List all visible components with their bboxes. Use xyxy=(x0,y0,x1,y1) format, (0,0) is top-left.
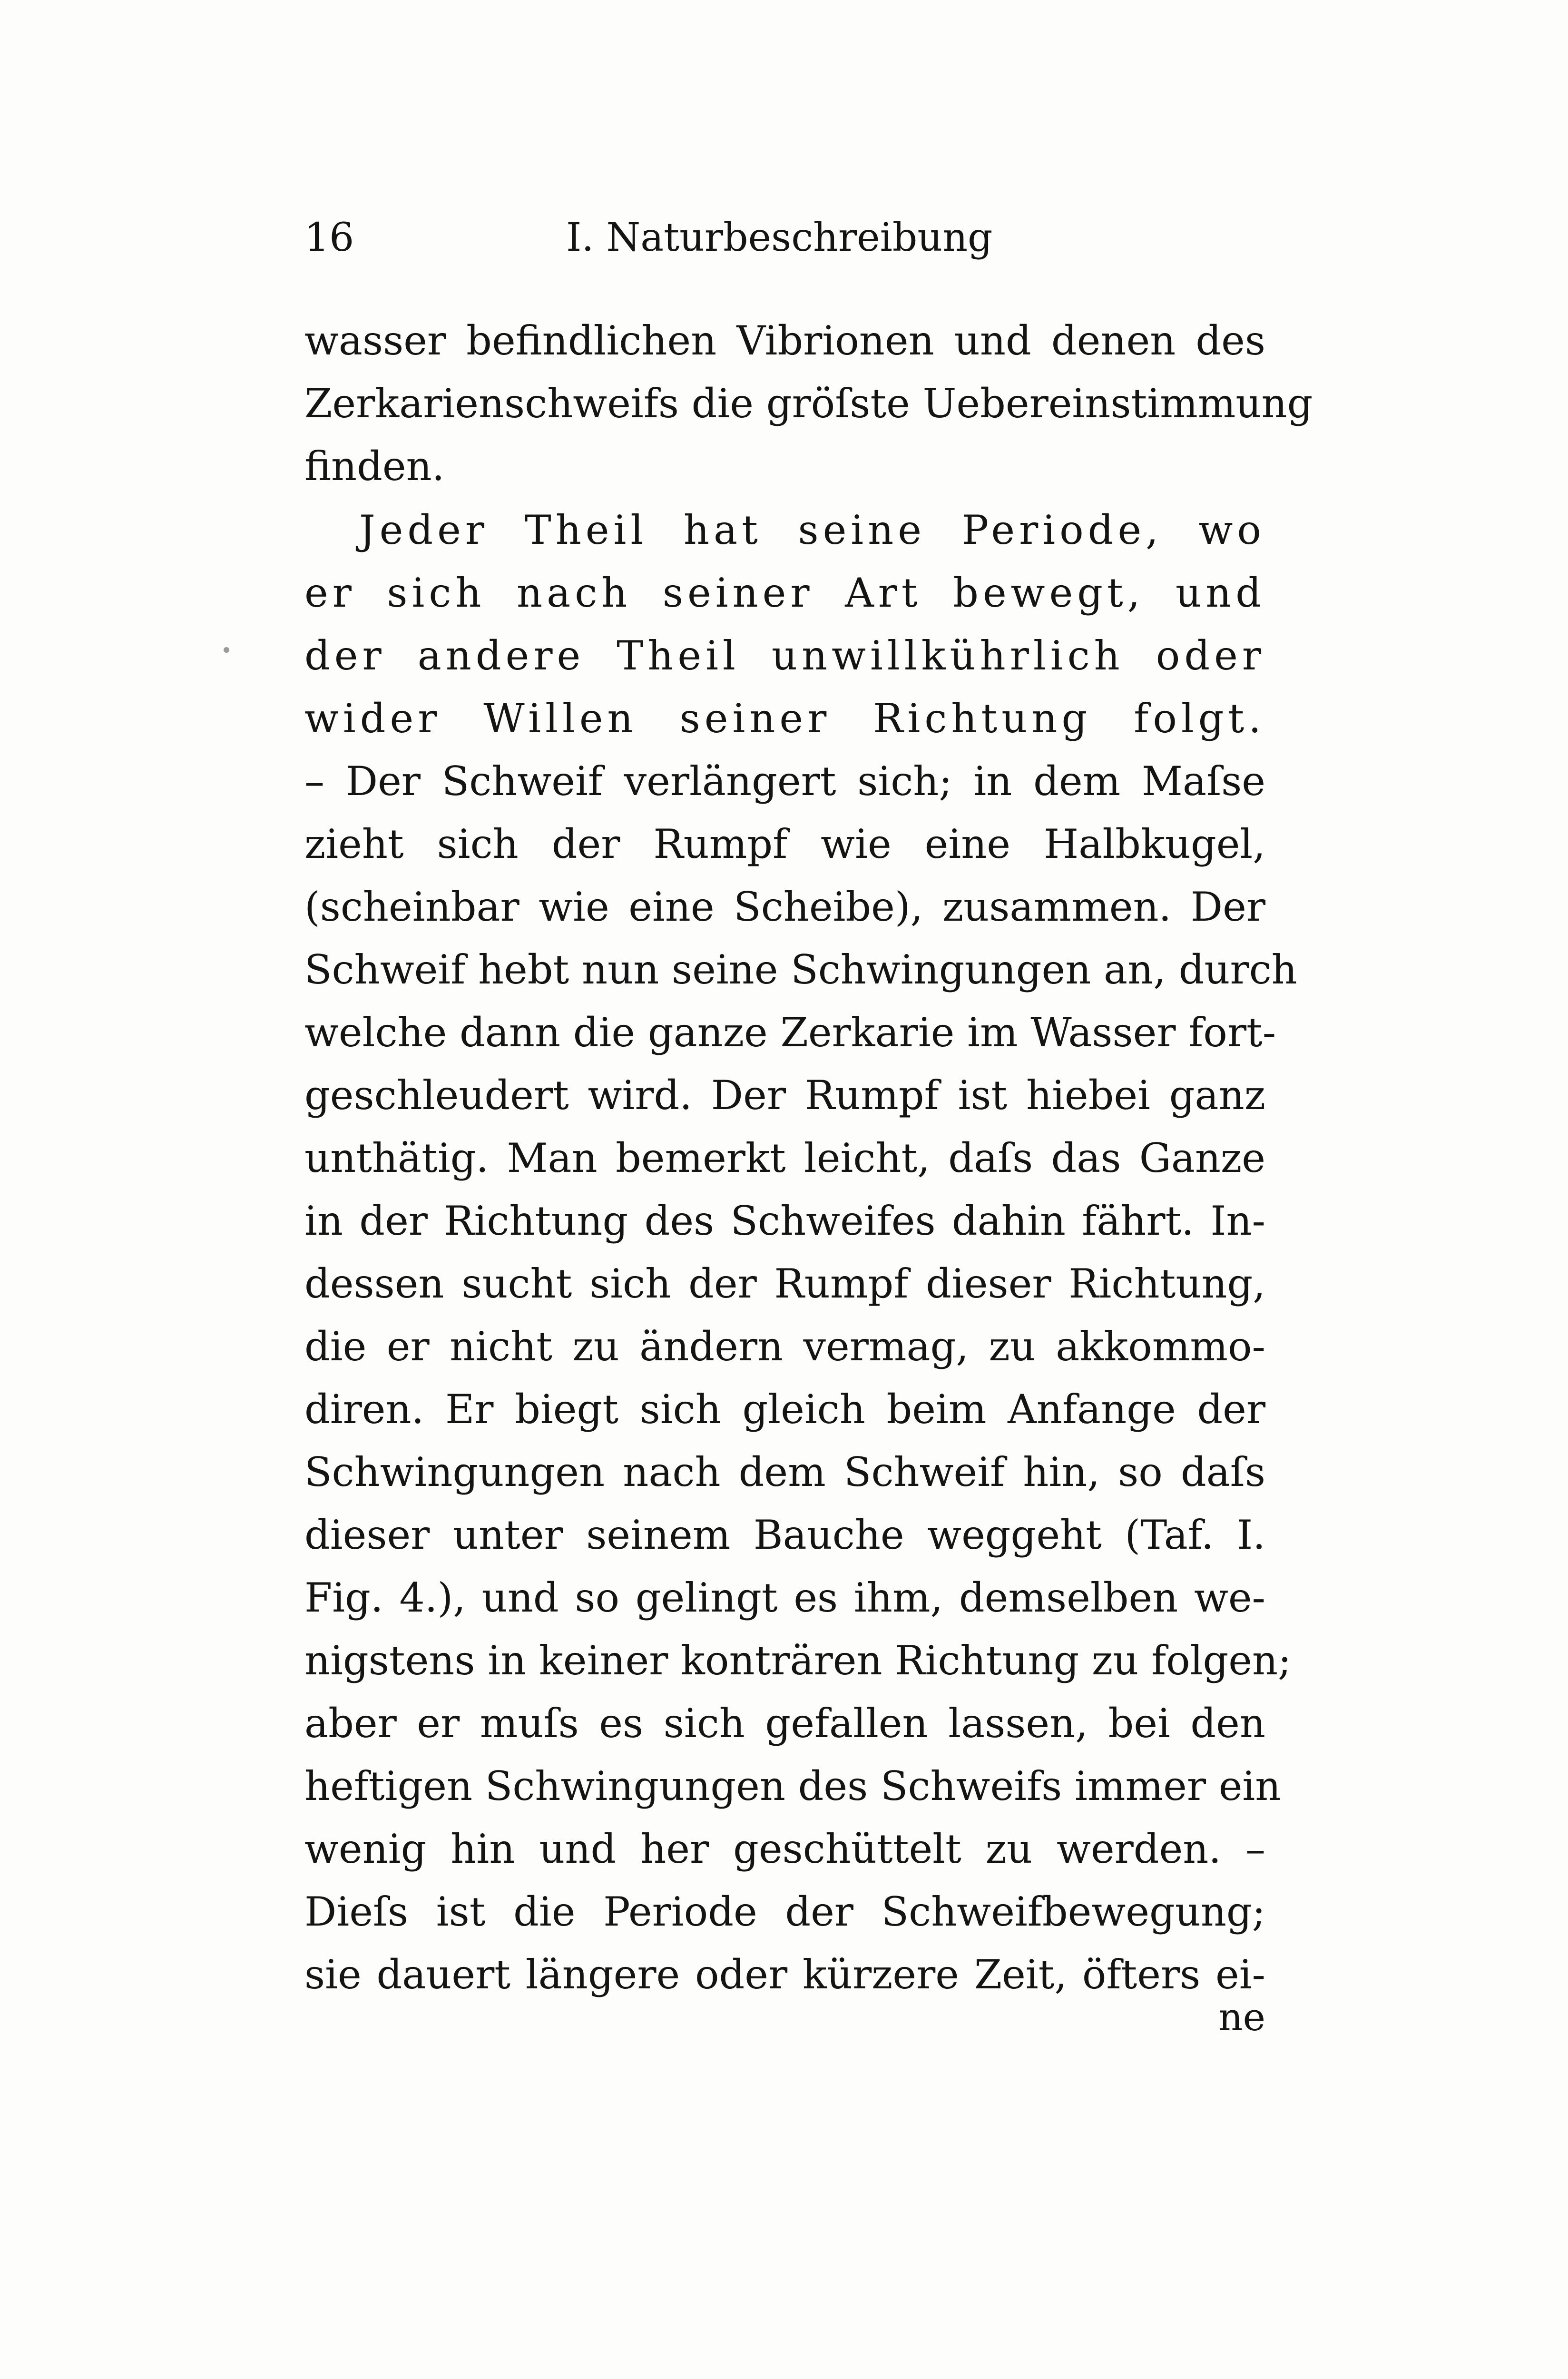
text-line: Schwingungen nach dem Schweif hin, so daſs xyxy=(304,1449,1265,1495)
text-line: Schweif hebt nun seine Schwingungen an, durch xyxy=(304,946,1297,993)
text-line: der andere Theil unwillkührlich oder xyxy=(304,632,1265,679)
text-line: in der Richtung des Schweifes dahin fährt. In- xyxy=(304,1198,1265,1244)
catchword: ne xyxy=(1218,1995,1265,2039)
text-line: sie dauert längere oder kürzere Zeit, öfters ei- xyxy=(304,1951,1265,1998)
text-line: die er nicht zu ändern vermag, zu akkommo- xyxy=(304,1323,1265,1370)
text-line: Dieſs ist die Periode der Schweifbewegung; xyxy=(304,1888,1265,1935)
text-line: dieser unter seinem Bauche weggeht (Taf. I. xyxy=(304,1512,1265,1558)
running-head xyxy=(304,205,1018,271)
margin-speck xyxy=(224,647,229,653)
text-line: diren. Er biegt sich gleich beim Anfange der xyxy=(304,1386,1265,1433)
text-line: welche dann die ganze Zerkarie im Wasser fort- xyxy=(304,1009,1276,1056)
text-line: er sich nach seiner Art bewegt, und xyxy=(304,570,1265,616)
text-line: wider Willen seiner Richtung folgt. xyxy=(304,695,1265,742)
text-line: wenig hin und her geschüttelt zu werden. – xyxy=(304,1826,1265,1872)
text-line: dessen sucht sich der Rumpf dieser Richtung, xyxy=(304,1260,1265,1307)
text-line: Zerkarienschweifs die gröſste Uebereinstimmung xyxy=(304,380,1313,427)
running-head-title: I. Naturbeschreibung xyxy=(566,215,993,260)
page-number: 16 xyxy=(304,215,354,260)
text-line: wasser befindlichen Vibrionen und denen des xyxy=(304,317,1265,364)
text-line: Jeder Theil hat seine Periode, wo xyxy=(359,507,1265,553)
text-line: aber er muſs es sich gefallen lassen, bei den xyxy=(304,1700,1265,1747)
text-line: unthätig. Man bemerkt leicht, daſs das Ganze xyxy=(304,1135,1265,1181)
text-line: nigstens in keiner konträren Richtung zu folgen; xyxy=(304,1637,1292,1684)
text-line: geschleudert wird. Der Rumpf ist hiebei ganz xyxy=(304,1072,1265,1119)
text-line: zieht sich der Rumpf wie eine Halbkugel, xyxy=(304,821,1265,867)
text-line: heftigen Schwingungen des Schweifs immer ein xyxy=(304,1763,1281,1809)
text-line: Fig. 4.), und so gelingt es ihm, demselben we- xyxy=(304,1574,1265,1621)
text-line: (scheinbar wie eine Scheibe), zusammen. Der xyxy=(304,884,1265,930)
text-line: – Der Schweif verlängert sich; in dem Maſse xyxy=(304,758,1265,805)
text-line: finden. xyxy=(304,443,445,490)
